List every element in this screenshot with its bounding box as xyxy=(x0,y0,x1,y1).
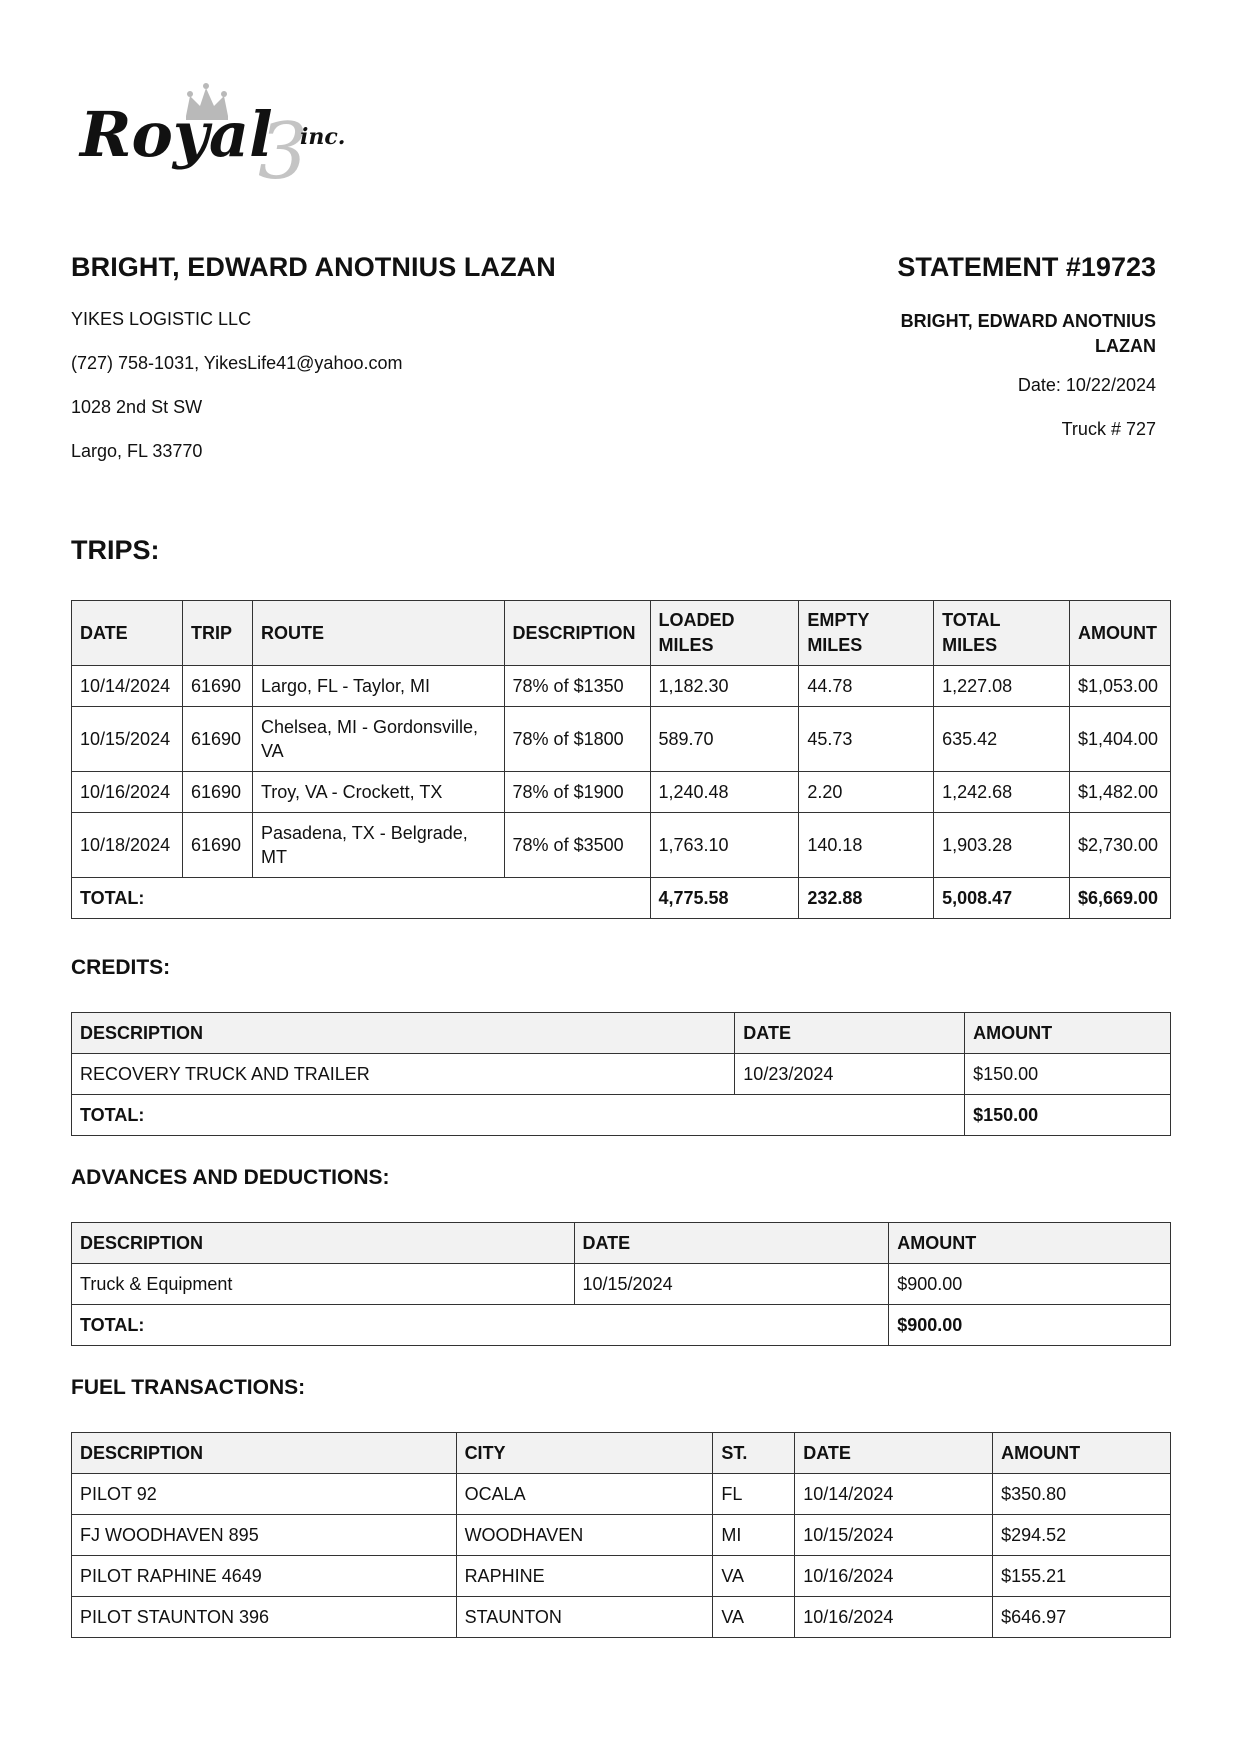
credits-heading: CREDITS: xyxy=(71,956,171,979)
col-amount: AMOUNT xyxy=(1069,601,1170,666)
address-line-1: 1028 2nd St SW xyxy=(71,397,203,417)
cell-amount: $1,404.00 xyxy=(1069,707,1170,772)
col-date: DATE xyxy=(735,1013,965,1054)
cell-date: 10/15/2024 xyxy=(574,1264,889,1305)
col-amount: AMOUNT xyxy=(993,1433,1171,1474)
cell-description: PILOT STAUNTON 396 xyxy=(72,1597,457,1638)
cell-amount: $646.97 xyxy=(993,1597,1171,1638)
cell-empty: 2.20 xyxy=(799,772,934,813)
col-date: DATE xyxy=(574,1223,889,1264)
cell-amount: $155.21 xyxy=(993,1556,1171,1597)
cell-loaded: 1,763.10 xyxy=(650,813,799,878)
cell-city: OCALA xyxy=(456,1474,713,1515)
cell-amount: $1,053.00 xyxy=(1069,666,1170,707)
table-row xyxy=(72,772,1171,813)
svg-text:3: 3 xyxy=(258,107,308,188)
table-row xyxy=(72,1474,1171,1515)
statement-info xyxy=(736,252,1156,463)
cell-route: Pasadena, TX - Belgrade, MT xyxy=(252,813,504,878)
cell-trip: 61690 xyxy=(182,666,252,707)
cell-empty: 45.73 xyxy=(799,707,934,772)
svg-text:Royal: Royal xyxy=(80,98,273,171)
cell-description: PILOT 92 xyxy=(72,1474,457,1515)
cell-total: 635.42 xyxy=(934,707,1070,772)
table-row xyxy=(72,1515,1171,1556)
col-date: DATE xyxy=(795,1433,993,1474)
total-loaded: 4,775.58 xyxy=(650,878,799,919)
trips-table xyxy=(71,600,1171,919)
cell-amount: $350.80 xyxy=(993,1474,1171,1515)
table-row xyxy=(72,666,1171,707)
cell-state: FL xyxy=(713,1474,795,1515)
cell-loaded: 1,240.48 xyxy=(650,772,799,813)
col-trip: TRIP xyxy=(182,601,252,666)
company-logo xyxy=(78,78,388,188)
cell-amount: $1,482.00 xyxy=(1069,772,1170,813)
col-description: DESCRIPTION xyxy=(72,1223,575,1264)
table-header-row xyxy=(72,1433,1171,1474)
col-description: DESCRIPTION xyxy=(504,601,650,666)
fuel-table xyxy=(71,1432,1171,1638)
driver-name: BRIGHT, EDWARD ANOTNIUS LAZAN xyxy=(71,252,556,282)
trips-heading: TRIPS: xyxy=(71,535,160,565)
cell-trip: 61690 xyxy=(182,813,252,878)
col-state: ST. xyxy=(713,1433,795,1474)
cell-amount: $150.00 xyxy=(965,1054,1171,1095)
col-loaded-miles: LOADED MILES xyxy=(650,601,799,666)
cell-route: Troy, VA - Crockett, TX xyxy=(252,772,504,813)
cell-description: FJ WOODHAVEN 895 xyxy=(72,1515,457,1556)
total-label: TOTAL: xyxy=(72,1305,889,1346)
total-miles: 5,008.47 xyxy=(934,878,1070,919)
driver-info xyxy=(71,252,711,485)
cell-city: RAPHINE xyxy=(456,1556,713,1597)
cell-date: 10/15/2024 xyxy=(72,707,183,772)
cell-date: 10/14/2024 xyxy=(72,666,183,707)
col-total-miles: TOTAL MILES xyxy=(934,601,1070,666)
total-row xyxy=(72,1305,1171,1346)
svg-text:inc.: inc. xyxy=(300,124,346,150)
total-amount: $150.00 xyxy=(965,1095,1171,1136)
table-header-row xyxy=(72,1223,1171,1264)
cell-total: 1,242.68 xyxy=(934,772,1070,813)
total-row xyxy=(72,878,1171,919)
cell-amount: $2,730.00 xyxy=(1069,813,1170,878)
cell-route: Largo, FL - Taylor, MI xyxy=(252,666,504,707)
cell-amount: $900.00 xyxy=(889,1264,1171,1305)
cell-empty: 140.18 xyxy=(799,813,934,878)
cell-description: PILOT RAPHINE 4649 xyxy=(72,1556,457,1597)
cell-date: 10/14/2024 xyxy=(795,1474,993,1515)
statement-title: STATEMENT #19723 xyxy=(897,252,1156,282)
col-description: DESCRIPTION xyxy=(72,1433,457,1474)
total-row xyxy=(72,1095,1171,1136)
advances-heading: ADVANCES AND DEDUCTIONS: xyxy=(71,1166,390,1189)
credits-table xyxy=(71,1012,1171,1136)
total-amount: $6,669.00 xyxy=(1069,878,1170,919)
cell-date: 10/16/2024 xyxy=(795,1556,993,1597)
cell-state: VA xyxy=(713,1556,795,1597)
total-amount: $900.00 xyxy=(889,1305,1171,1346)
cell-date: 10/18/2024 xyxy=(72,813,183,878)
fuel-heading: FUEL TRANSACTIONS: xyxy=(71,1376,306,1399)
cell-description: 78% of $3500 xyxy=(504,813,650,878)
table-row xyxy=(72,813,1171,878)
statement-name-line-2: LAZAN xyxy=(1095,336,1156,356)
company-name: YIKES LOGISTIC LLC xyxy=(71,309,252,329)
statement-name-line-1: BRIGHT, EDWARD ANOTNIUS xyxy=(900,311,1156,331)
cell-route: Chelsea, MI - Gordonsville, VA xyxy=(252,707,504,772)
contact-info: (727) 758-1031, YikesLife41@yahoo.com xyxy=(71,353,403,373)
col-route: ROUTE xyxy=(252,601,504,666)
col-amount: AMOUNT xyxy=(965,1013,1171,1054)
cell-date: 10/23/2024 xyxy=(735,1054,965,1095)
table-row xyxy=(72,1264,1171,1305)
cell-city: STAUNTON xyxy=(456,1597,713,1638)
statement-date: Date: 10/22/2024 xyxy=(1017,375,1156,395)
cell-date: 10/16/2024 xyxy=(72,772,183,813)
table-header-row xyxy=(72,1013,1171,1054)
col-description: DESCRIPTION xyxy=(72,1013,735,1054)
cell-date: 10/16/2024 xyxy=(795,1597,993,1638)
cell-description: 78% of $1800 xyxy=(504,707,650,772)
col-date: DATE xyxy=(72,601,183,666)
cell-loaded: 589.70 xyxy=(650,707,799,772)
cell-total: 1,227.08 xyxy=(934,666,1070,707)
total-empty: 232.88 xyxy=(799,878,934,919)
statement-driver-name xyxy=(736,309,1156,359)
total-label: TOTAL: xyxy=(72,878,651,919)
cell-state: VA xyxy=(713,1597,795,1638)
cell-description: RECOVERY TRUCK AND TRAILER xyxy=(72,1054,735,1095)
cell-description: Truck & Equipment xyxy=(72,1264,575,1305)
cell-description: 78% of $1350 xyxy=(504,666,650,707)
truck-number: Truck # 727 xyxy=(1061,419,1156,439)
address-line-2: Largo, FL 33770 xyxy=(71,441,203,461)
cell-loaded: 1,182.30 xyxy=(650,666,799,707)
total-label: TOTAL: xyxy=(72,1095,965,1136)
table-row xyxy=(72,707,1171,772)
cell-city: WOODHAVEN xyxy=(456,1515,713,1556)
cell-empty: 44.78 xyxy=(799,666,934,707)
col-amount: AMOUNT xyxy=(889,1223,1171,1264)
cell-trip: 61690 xyxy=(182,772,252,813)
table-row xyxy=(72,1556,1171,1597)
advances-table xyxy=(71,1222,1171,1346)
col-empty-miles: EMPTY MILES xyxy=(799,601,934,666)
cell-description: 78% of $1900 xyxy=(504,772,650,813)
cell-date: 10/15/2024 xyxy=(795,1515,993,1556)
cell-total: 1,903.28 xyxy=(934,813,1070,878)
cell-state: MI xyxy=(713,1515,795,1556)
table-header-row xyxy=(72,601,1171,666)
table-row xyxy=(72,1597,1171,1638)
table-row xyxy=(72,1054,1171,1095)
cell-amount: $294.52 xyxy=(993,1515,1171,1556)
col-city: CITY xyxy=(456,1433,713,1474)
cell-trip: 61690 xyxy=(182,707,252,772)
